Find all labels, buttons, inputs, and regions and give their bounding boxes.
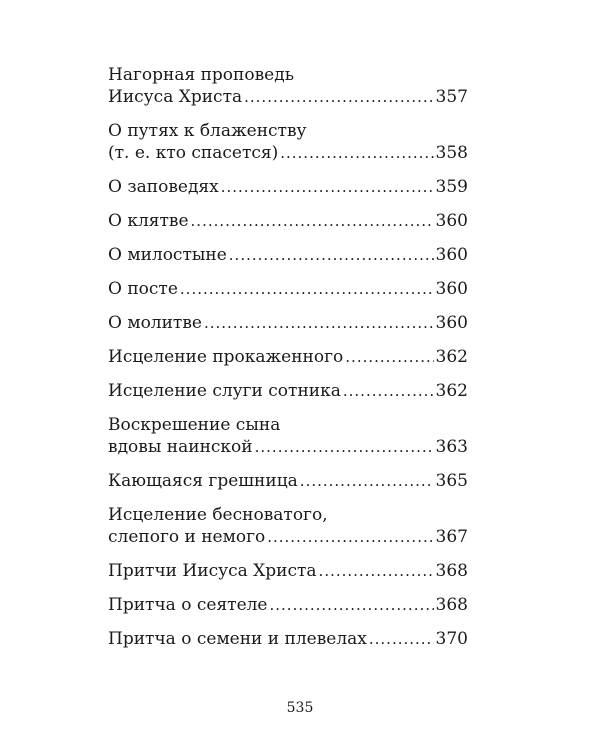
dot-leader — [369, 628, 434, 650]
toc-page-number: 367 — [435, 527, 468, 547]
toc-page-number: 360 — [435, 245, 468, 265]
toc-entry-title: Притчи Иисуса Христа — [108, 561, 317, 581]
toc-page-number: 363 — [435, 437, 468, 457]
dot-leader — [280, 142, 433, 164]
dot-leader — [221, 176, 434, 198]
dot-leader — [267, 526, 433, 548]
dot-leader — [244, 86, 433, 108]
toc-entry-title: О посте — [108, 279, 178, 299]
toc-entry — [108, 380, 468, 402]
toc-entry — [108, 120, 468, 164]
toc-entry — [108, 244, 468, 266]
toc-entry-title: слепого и немого — [108, 527, 266, 547]
toc-entry — [108, 64, 468, 108]
toc-entry-title: О клятве — [108, 211, 189, 231]
toc-entry-title: Воскрешение сына — [108, 415, 281, 435]
toc-entry — [108, 628, 468, 650]
toc-entry — [108, 414, 468, 458]
dot-leader — [229, 244, 434, 266]
toc-entry-title: Нагорная проповедь — [108, 65, 294, 85]
toc-entry-title: (т. е. кто спасется) — [108, 143, 279, 163]
toc-page-number: 360 — [435, 313, 468, 333]
toc-page-number: 368 — [435, 561, 468, 581]
page-number: 535 — [286, 700, 314, 716]
toc-entry-title: О молитве — [108, 313, 202, 333]
toc-entry-title: Кающаяся грешница — [108, 471, 298, 491]
toc-entry-title: Исцеление слуги сотника — [108, 381, 341, 401]
toc-page-number: 358 — [435, 143, 468, 163]
toc-entry — [108, 560, 468, 582]
dot-leader — [204, 312, 434, 334]
toc-page-number: 357 — [435, 87, 468, 107]
dot-leader — [255, 436, 434, 458]
toc-entry-title: О милостыне — [108, 245, 227, 265]
toc-page-number: 370 — [435, 629, 468, 649]
dot-leader — [345, 346, 433, 368]
toc-page-number: 362 — [435, 381, 468, 401]
toc-entry — [108, 278, 468, 300]
toc-page-number: 368 — [435, 595, 468, 615]
toc-entry-title: Иисуса Христа — [108, 87, 243, 107]
toc-entry — [108, 176, 468, 198]
table-of-contents — [108, 64, 468, 662]
toc-entry — [108, 504, 468, 548]
dot-leader — [319, 560, 434, 582]
toc-entry — [108, 594, 468, 616]
toc-entry-title: О путях к блаженству — [108, 121, 307, 141]
toc-entry — [108, 470, 468, 492]
toc-entry-title: Притча о сеятеле — [108, 595, 268, 615]
toc-entry-title: Притча о семени и плевелах — [108, 629, 367, 649]
dot-leader — [300, 470, 434, 492]
toc-page-number: 362 — [435, 347, 468, 367]
toc-entry-title: вдовы наинской — [108, 437, 253, 457]
dot-leader — [343, 380, 434, 402]
toc-entry-title: О заповедях — [108, 177, 219, 197]
toc-page-number: 359 — [435, 177, 468, 197]
dot-leader — [180, 278, 434, 300]
toc-entry — [108, 210, 468, 232]
toc-page-number: 360 — [435, 279, 468, 299]
toc-entry — [108, 346, 468, 368]
toc-page-number: 365 — [435, 471, 468, 491]
dot-leader — [270, 594, 434, 616]
toc-entry-title: Исцеление прокаженного — [108, 347, 344, 367]
toc-entry-title: Исцеление бесноватого, — [108, 505, 328, 525]
toc-entry — [108, 312, 468, 334]
toc-page-number: 360 — [435, 211, 468, 231]
dot-leader — [191, 210, 434, 232]
